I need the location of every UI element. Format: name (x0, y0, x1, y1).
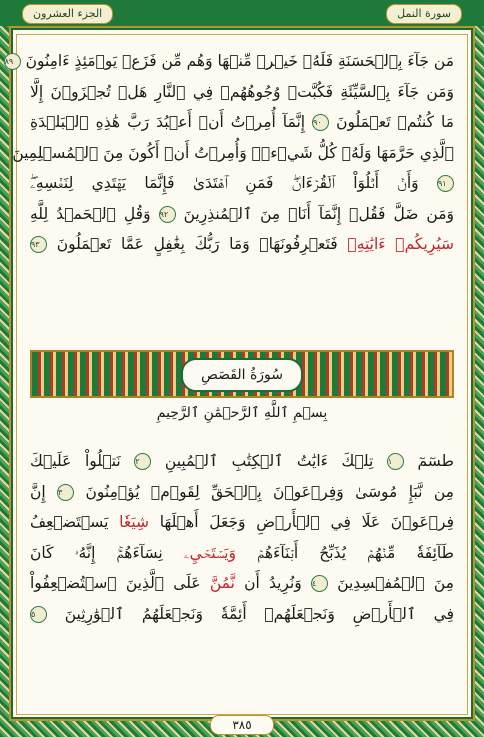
verse-line: ٱلَّذِي حَرَّمَهَا وَلَهُۥ كُلُّ شَيۡءٖۖ وَأُمِرۡتُ أَنۡ أَكُونَ مِنَ ٱلۡمُسۡلِمِينَ (12, 143, 454, 162)
bismillah: بِسۡمِ ٱللَّهِ ٱلرَّحۡمَٰنِ ٱلرَّحِيمِ (156, 405, 328, 421)
surah-title-banner (30, 350, 454, 398)
verse-line: وَمَن ضَلَّ فَقُلۡ إِنَّمَآ أَنَا۠ مِنَ ٱلۡمُنذِرِينَ ٩٢ وَقُلِ ٱلۡحَمۡدُ لِلَّهِ (30, 204, 454, 223)
surah-title: سُورَةُ القَصَصِ (181, 358, 303, 392)
juz-label: الجزء العشرون (22, 4, 113, 24)
verse-block-2 (30, 446, 454, 629)
aya-marker: ٣ (57, 484, 74, 501)
verse-line: مِنَ ٱلۡمُفۡسِدِينَ ٤ وَنُرِيدُ أَن نَّمُنَّ عَلَى ٱلَّذِينَ ٱسۡتُضۡعِفُواْ (30, 574, 454, 592)
aya-marker: ٥ (30, 606, 47, 623)
verse-line: طَآئِفَةٗ مِّنۡهُمۡ يُذَبِّحُ أَبۡنَآءَهُمۡ وَيَسۡتَحۡيِۦ نِسَآءَهُمۡۚ إِنَّهُۥ كَانَ (30, 543, 454, 562)
aya-marker: ٢ (134, 453, 151, 470)
page-number: ٣٨٥ (210, 715, 274, 735)
verse-line: طسٓمٓ ١ تِلۡكَ ءَايَٰتُ ٱلۡكِتَٰبِ ٱلۡمُبِينِ ٢ نَتۡلُواْ عَلَيۡكَ (30, 452, 454, 470)
surah-header-label: سورة النمل (386, 4, 462, 24)
verse-line: مَن جَآءَ بِٱلۡحَسَنَةِ فَلَهُۥ خَيۡرٞ مِّنۡهَا وَهُم مِّن فَزَعٖ يَوۡمَئِذٍ ءَامِنُونَ ٨٩ (4, 52, 454, 70)
verse-line: وَمَن جَآءَ بِٱلسَّيِّئَةِ فَكُبَّتۡ وُجُوهُهُمۡ فِي ٱلنَّارِ هَلۡ تُجۡزَوۡنَ إِلَّا (30, 82, 454, 101)
aya-marker: ٩٣ (30, 236, 47, 253)
aya-marker: ٤ (311, 575, 328, 592)
aya-marker: ٨٩ (4, 53, 21, 70)
verse-line: فِي ٱلۡأَرۡضِ وَنَجۡعَلَهُمۡ أَئِمَّةٗ وَنَجۡعَلَهُمُ ٱلۡوَٰرِثِينَ ٥ (31, 604, 454, 623)
verse-line: ٩١ وَأَنۡ أَتۡلُوَاْ ٱلۡقُرۡءَانَۖ فَمَنِ ٱهۡتَدَىٰ فَإِنَّمَا يَهۡتَدِي لِنَفۡسِهِۦۖ (30, 168, 454, 199)
aya-marker: ٩١ (437, 175, 454, 192)
aya-marker: ١ (387, 453, 404, 470)
aya-marker: ٩٠ (312, 114, 329, 131)
verse-line: مِن نَّبَإِ مُوسَىٰ وَفِرۡعَوۡنَ بِٱلۡحَقِّ لِقَوۡمٖ يُؤۡمِنُونَ ٣ إِنَّ (30, 482, 454, 501)
verse-block-1 (4, 46, 454, 260)
highlighted-word: وَيَسۡتَحۡيِۦ (183, 543, 237, 562)
highlighted-word: شِيَعٗا (119, 513, 149, 531)
verse-line: مَا كُنتُمۡ تَعۡمَلُونَ ٩٠ إِنَّمَآ أُمِرۡتُ أَنۡ أَعۡبُدَ رَبَّ هَٰذِهِ ٱلۡبَلۡدَةِ (30, 113, 454, 131)
verse-line: سَيُرِيكُمۡ ءَايَٰتِهِۦ فَتَعۡرِفُونَهَاۚ وَمَا رَبُّكَ بِغَٰفِلٍ عَمَّا تَعۡمَلُونَ ٩٣ (31, 235, 454, 253)
highlighted-word: نَّمُنَّ (209, 574, 235, 592)
verse-line: فِرۡعَوۡنَ عَلَا فِي ٱلۡأَرۡضِ وَجَعَلَ أَهۡلَهَا شِيَعٗا يَسۡتَضۡعِفُ (30, 513, 454, 531)
highlighted-word: سَيُرِيكُمۡ ءَايَٰتِهِۦ (347, 235, 454, 253)
aya-marker: ٩٢ (159, 206, 176, 223)
